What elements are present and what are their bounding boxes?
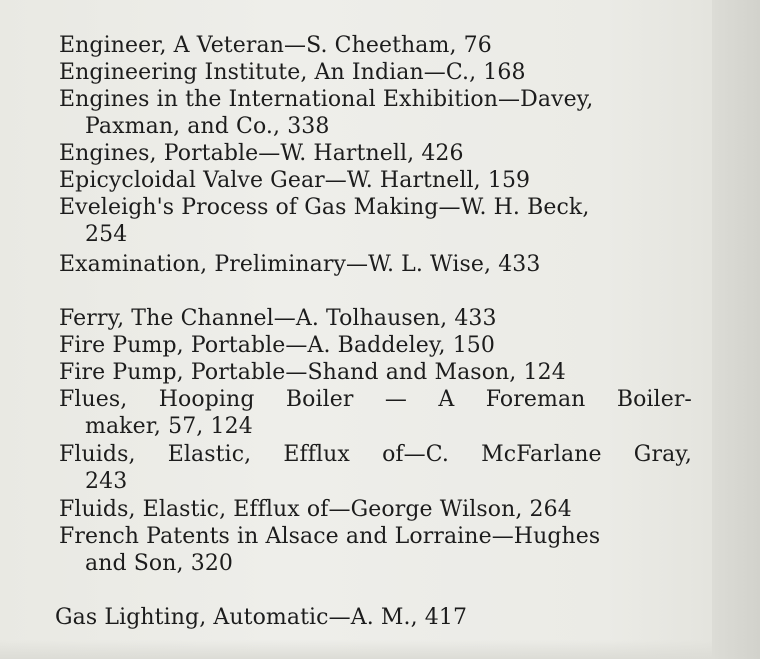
index-word: of—C.	[382, 442, 449, 467]
index-word: Efflux	[283, 442, 350, 467]
index-word: Boiler-	[616, 387, 692, 412]
index-entry-line: Eveleigh's Process of Gas Making—W. H. Beck,	[59, 195, 590, 220]
index-word: Gray,	[633, 442, 692, 467]
index-entry-line: Engineer, A Veteran—S. Cheetham, 76	[59, 33, 492, 58]
index-word: —	[384, 387, 407, 412]
index-entry-line: Engines, Portable—W. Hartnell, 426	[59, 141, 464, 166]
index-entry-continuation-line: Paxman, and Co., 338	[85, 114, 330, 139]
index-entry-justified-line	[59, 387, 692, 413]
index-word: Hooping	[158, 387, 255, 412]
index-entry-line: Ferry, The Channel—A. Tolhausen, 433	[59, 306, 497, 331]
index-entry-line: Gas Lighting, Automatic—A. M., 417	[55, 605, 468, 630]
index-entry-justified-line	[59, 442, 692, 468]
index-word: Foreman	[485, 387, 586, 412]
index-entry-continuation-line: 254	[85, 222, 128, 247]
index-entry-line: Epicycloidal Valve Gear—W. Hartnell, 159	[59, 168, 531, 193]
index-word: Boiler	[285, 387, 354, 412]
index-word: McFarlane	[481, 442, 602, 467]
index-entry-line: French Patents in Alsace and Lorraine—Hughes	[59, 524, 601, 549]
page-margin-shadow	[712, 0, 760, 659]
index-word: Elastic,	[167, 442, 252, 467]
index-word: Flues,	[59, 387, 128, 412]
index-word: A	[438, 387, 455, 412]
index-entry-continuation-line: 243	[85, 469, 128, 494]
index-entry-line: Engines in the International Exhibition—Davey,	[59, 87, 594, 112]
index-entry-line: Engineering Institute, An Indian—C., 168	[59, 60, 526, 85]
index-word: Fluids,	[59, 442, 136, 467]
index-entry-continuation-line: and Son, 320	[85, 551, 234, 576]
index-entry-line: Examination, Preliminary—W. L. Wise, 433	[59, 252, 541, 277]
index-entry-line: Fire Pump, Portable—Shand and Mason, 124	[59, 360, 566, 385]
index-entry-line: Fire Pump, Portable—A. Baddeley, 150	[59, 333, 495, 358]
index-entry-line: Fluids, Elastic, Efflux of—George Wilson, 264	[59, 497, 572, 522]
index-entry-continuation-line: maker, 57, 124	[85, 414, 253, 439]
